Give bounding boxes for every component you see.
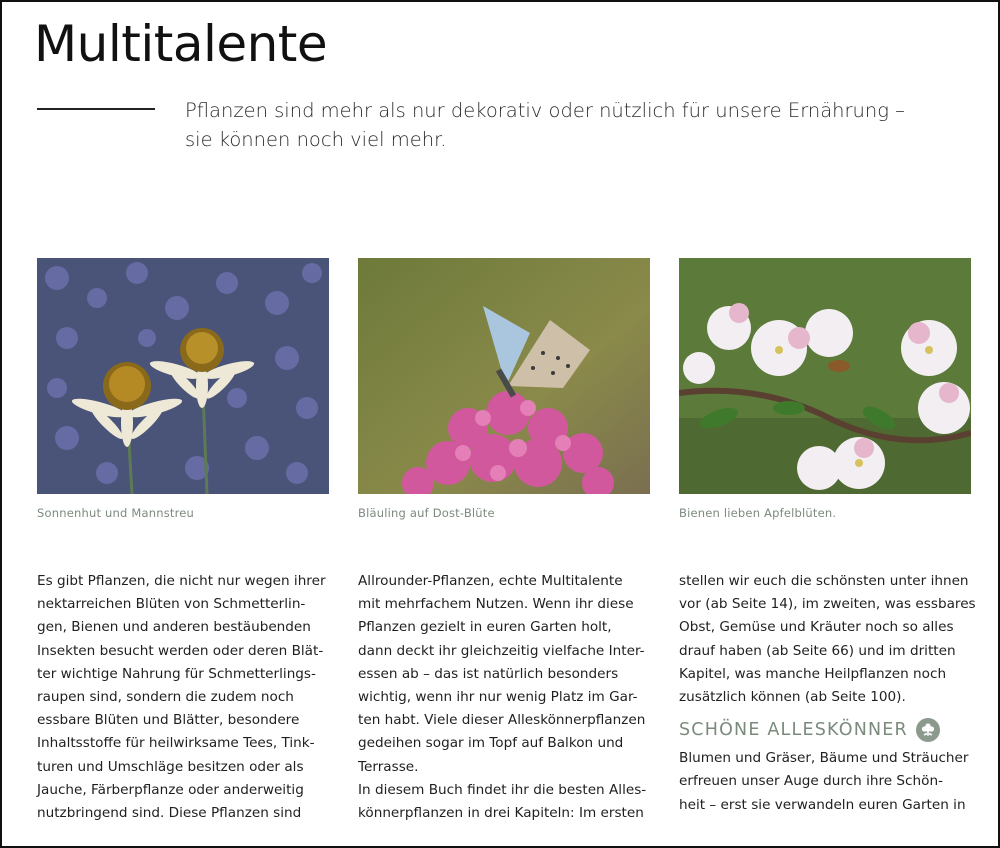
text-line: Pflanzen gezielt in euren Garten holt, (358, 619, 612, 636)
flower-badge-icon (916, 718, 940, 742)
text-line: stellen wir euch die schönsten unter ihnen (679, 573, 969, 589)
photo-coneflower (37, 258, 329, 494)
text-line: Jauche, Färberpflanze oder anderweitig (37, 781, 304, 798)
text-line: zusätzlich können (ab Seite 100). (679, 689, 906, 706)
body-paragraph (37, 570, 329, 825)
text-line: gedeihen sogar im Topf auf Balkon und (358, 735, 624, 752)
photo-apple-blossom (679, 258, 971, 494)
text-column-1 (37, 570, 329, 825)
text-line: drauf haben (ab Seite 66) und im dritten (679, 642, 956, 659)
text-line: Kapitel, was manche Heilpflanzen noch (679, 665, 947, 682)
body-paragraph (679, 570, 976, 709)
photo-caption: Bienen lieben Apfelblüten. (679, 506, 837, 520)
text-line: essbare Blüten und Blätter, besondere (37, 712, 300, 729)
photo-butterfly (358, 258, 650, 494)
body-paragraph (358, 570, 650, 825)
text-line: ten habt. Viele dieser Alleskönnerpflanzen (358, 712, 646, 729)
text-line: nutzbringend sind. Diese Pflanzen sind (37, 805, 302, 822)
text-line: Inhaltsstoffe für heilwirksame Tees, Tink- (37, 735, 315, 752)
text-line: mit mehrfachem Nutzen. Wenn ihr diese (358, 596, 634, 613)
lead-line: sie können noch viel mehr. (185, 128, 447, 151)
text-column-3 (679, 570, 976, 817)
text-line: nektarreichen Blüten von Schmetterlin- (37, 596, 306, 613)
title-rule (37, 108, 155, 110)
lead-line: Pflanzen sind mehr als nur dekorativ oder nützlich für unsere Ernährung – (185, 99, 905, 122)
subheading-text: SCHÖNE ALLESKÖNNER (679, 720, 908, 741)
text-line: dann deckt ihr gleichzeitig vielfache Inter- (358, 642, 645, 659)
text-line: wichtig, wenn ihr nur wenig Platz im Gar- (358, 689, 638, 706)
text-line: Obst, Gemüse und Kräuter noch so alles (679, 619, 954, 636)
text-line: Allrounder-Pflanzen, echte Multitalente (358, 573, 623, 589)
text-line: essen ab – das ist natürlich besonders (358, 665, 619, 682)
text-line: In diesem Buch findet ihr die besten Alles- (358, 781, 647, 798)
lead-text (185, 96, 945, 154)
text-line: ter wichtige Nahrung für Schmetterlings- (37, 665, 316, 682)
photo-caption: Bläuling auf Dost-Blüte (358, 506, 495, 520)
text-line: vor (ab Seite 14), im zweiten, was essbares (679, 596, 976, 613)
text-line: heit – erst sie verwandeln euren Garten in (679, 796, 966, 813)
text-line: turen und Umschläge besitzen oder als (37, 758, 304, 775)
text-line: Blumen und Gräser, Bäume und Sträucher (679, 750, 969, 767)
text-column-2 (358, 570, 650, 825)
body-paragraph (679, 747, 971, 817)
page-title: Multitalente (34, 15, 328, 73)
text-line: Es gibt Pflanzen, die nicht nur wegen ihrer (37, 573, 326, 589)
text-line: gen, Bienen und anderen bestäubenden (37, 619, 311, 636)
text-line: erfreuen unser Auge durch ihre Schön- (679, 773, 943, 790)
text-line: Insekten besucht werden oder deren Blät- (37, 642, 324, 659)
section-subheading (679, 717, 971, 743)
text-line: raupen sind, sondern die zudem noch (37, 689, 294, 706)
text-line: Terrasse. (358, 758, 419, 775)
text-line: könnerpflanzen in drei Kapiteln: Im ersten (358, 805, 644, 822)
photo-caption: Sonnenhut und Mannstreu (37, 506, 195, 520)
